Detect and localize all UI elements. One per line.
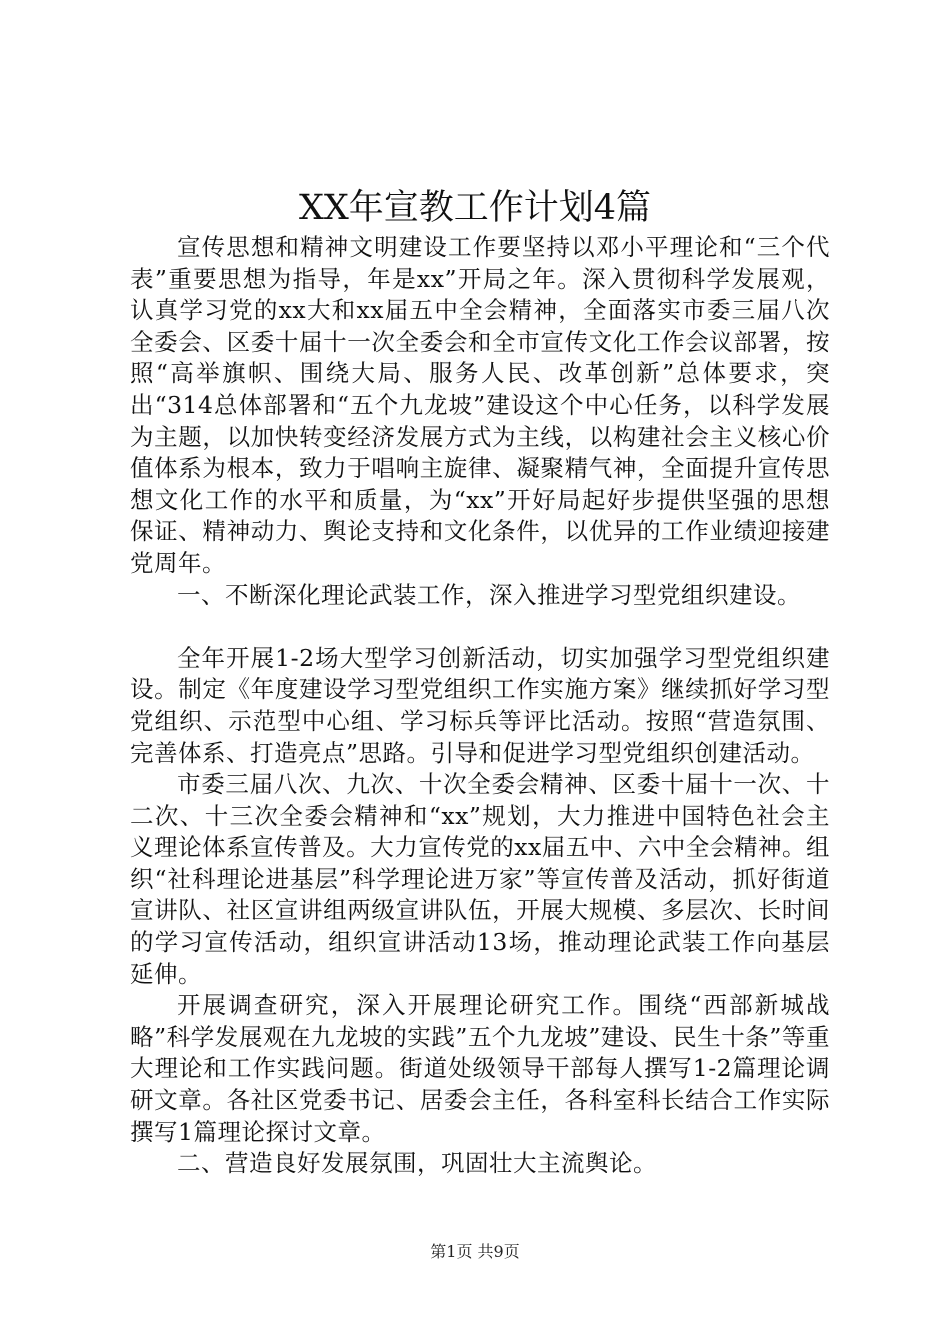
intro-paragraph: 宣传思想和精神文明建设工作要坚持以邓小平理论和“三个代表”重要思想为指导，年是xx”开局之年。深入贯彻科学发展观，认真学习党的xx大和xx届五中全会精神，全面落实市委三届八次全委会、区委十届十一次全委会和全市宣传文化工作会议部署，按照“高举旗帜、围绕大局、服务人民、改革创新”总体要求，突出“314总体部署和“五个九龙坡”建设这个中心任务，以科学发展为主题，以加快转变经济发展方式为主线，以构建社会主义核心价值体系为根本，致力于唱响主旋律、凝聚精气神，全面提升宣传思想文化工作的水平和质量，为“xx”开好局起好步提供坚强的思想保证、精神动力、舆论支持和文化条件，以优异的工作业绩迎接建党周年。 bbox=[130, 233, 830, 577]
page-number-footer: 第1页 共9页 bbox=[430, 1242, 520, 1261]
section-heading-2: 二、营造良好发展氛围，巩固壮大主流舆论。 bbox=[177, 1149, 657, 1178]
document-body bbox=[130, 232, 830, 1180]
body-paragraph: 全年开展1-2场大型学习创新活动，切实加强学习型党组织建设。制定《年度建设学习型党组织工作实施方案》继续抓好学习型党组织、示范型中心组、学习标兵等评比活动。按照“营造氛围、完善体系、打造亮点”思路。引导和促进学习型党组织创建活动。 bbox=[130, 643, 830, 767]
body-paragraph: 开展调查研究，深入开展理论研究工作。围绕“西部新城战略”科学发展观在九龙坡的实践”五个九龙坡”建设、民生十条”等重大理论和工作实践问题。街道处级领导干部每人撰写1-2篇理论调研文章。各社区党委书记、居委会主任，各科室科长结合工作实际撰写1篇理论探讨文章。 bbox=[130, 991, 830, 1146]
body-paragraph: 市委三届八次、九次、十次全委会精神、区委十届十一次、十二次、十三次全委会精神和“xx”规划，大力推进中国特色社会主义理论体系宣传普及。大力宣传党的xx届五中、六中全会精神。组织“社科理论进基层”科学理论进万家”等宣传普及活动，抓好街道宣讲队、社区宣讲组两级宣讲队伍，开展大规模、多层次、长时间的学习宣传活动，组织宣讲活动13场，推动理论武装工作向基层延伸。 bbox=[130, 770, 830, 988]
section-heading-1: 一、不断深化理论武装工作，深入推进学习型党组织建设。 bbox=[177, 580, 801, 609]
blank-line bbox=[130, 611, 830, 643]
document-title: XX年宣教工作计划4篇 bbox=[298, 188, 652, 228]
